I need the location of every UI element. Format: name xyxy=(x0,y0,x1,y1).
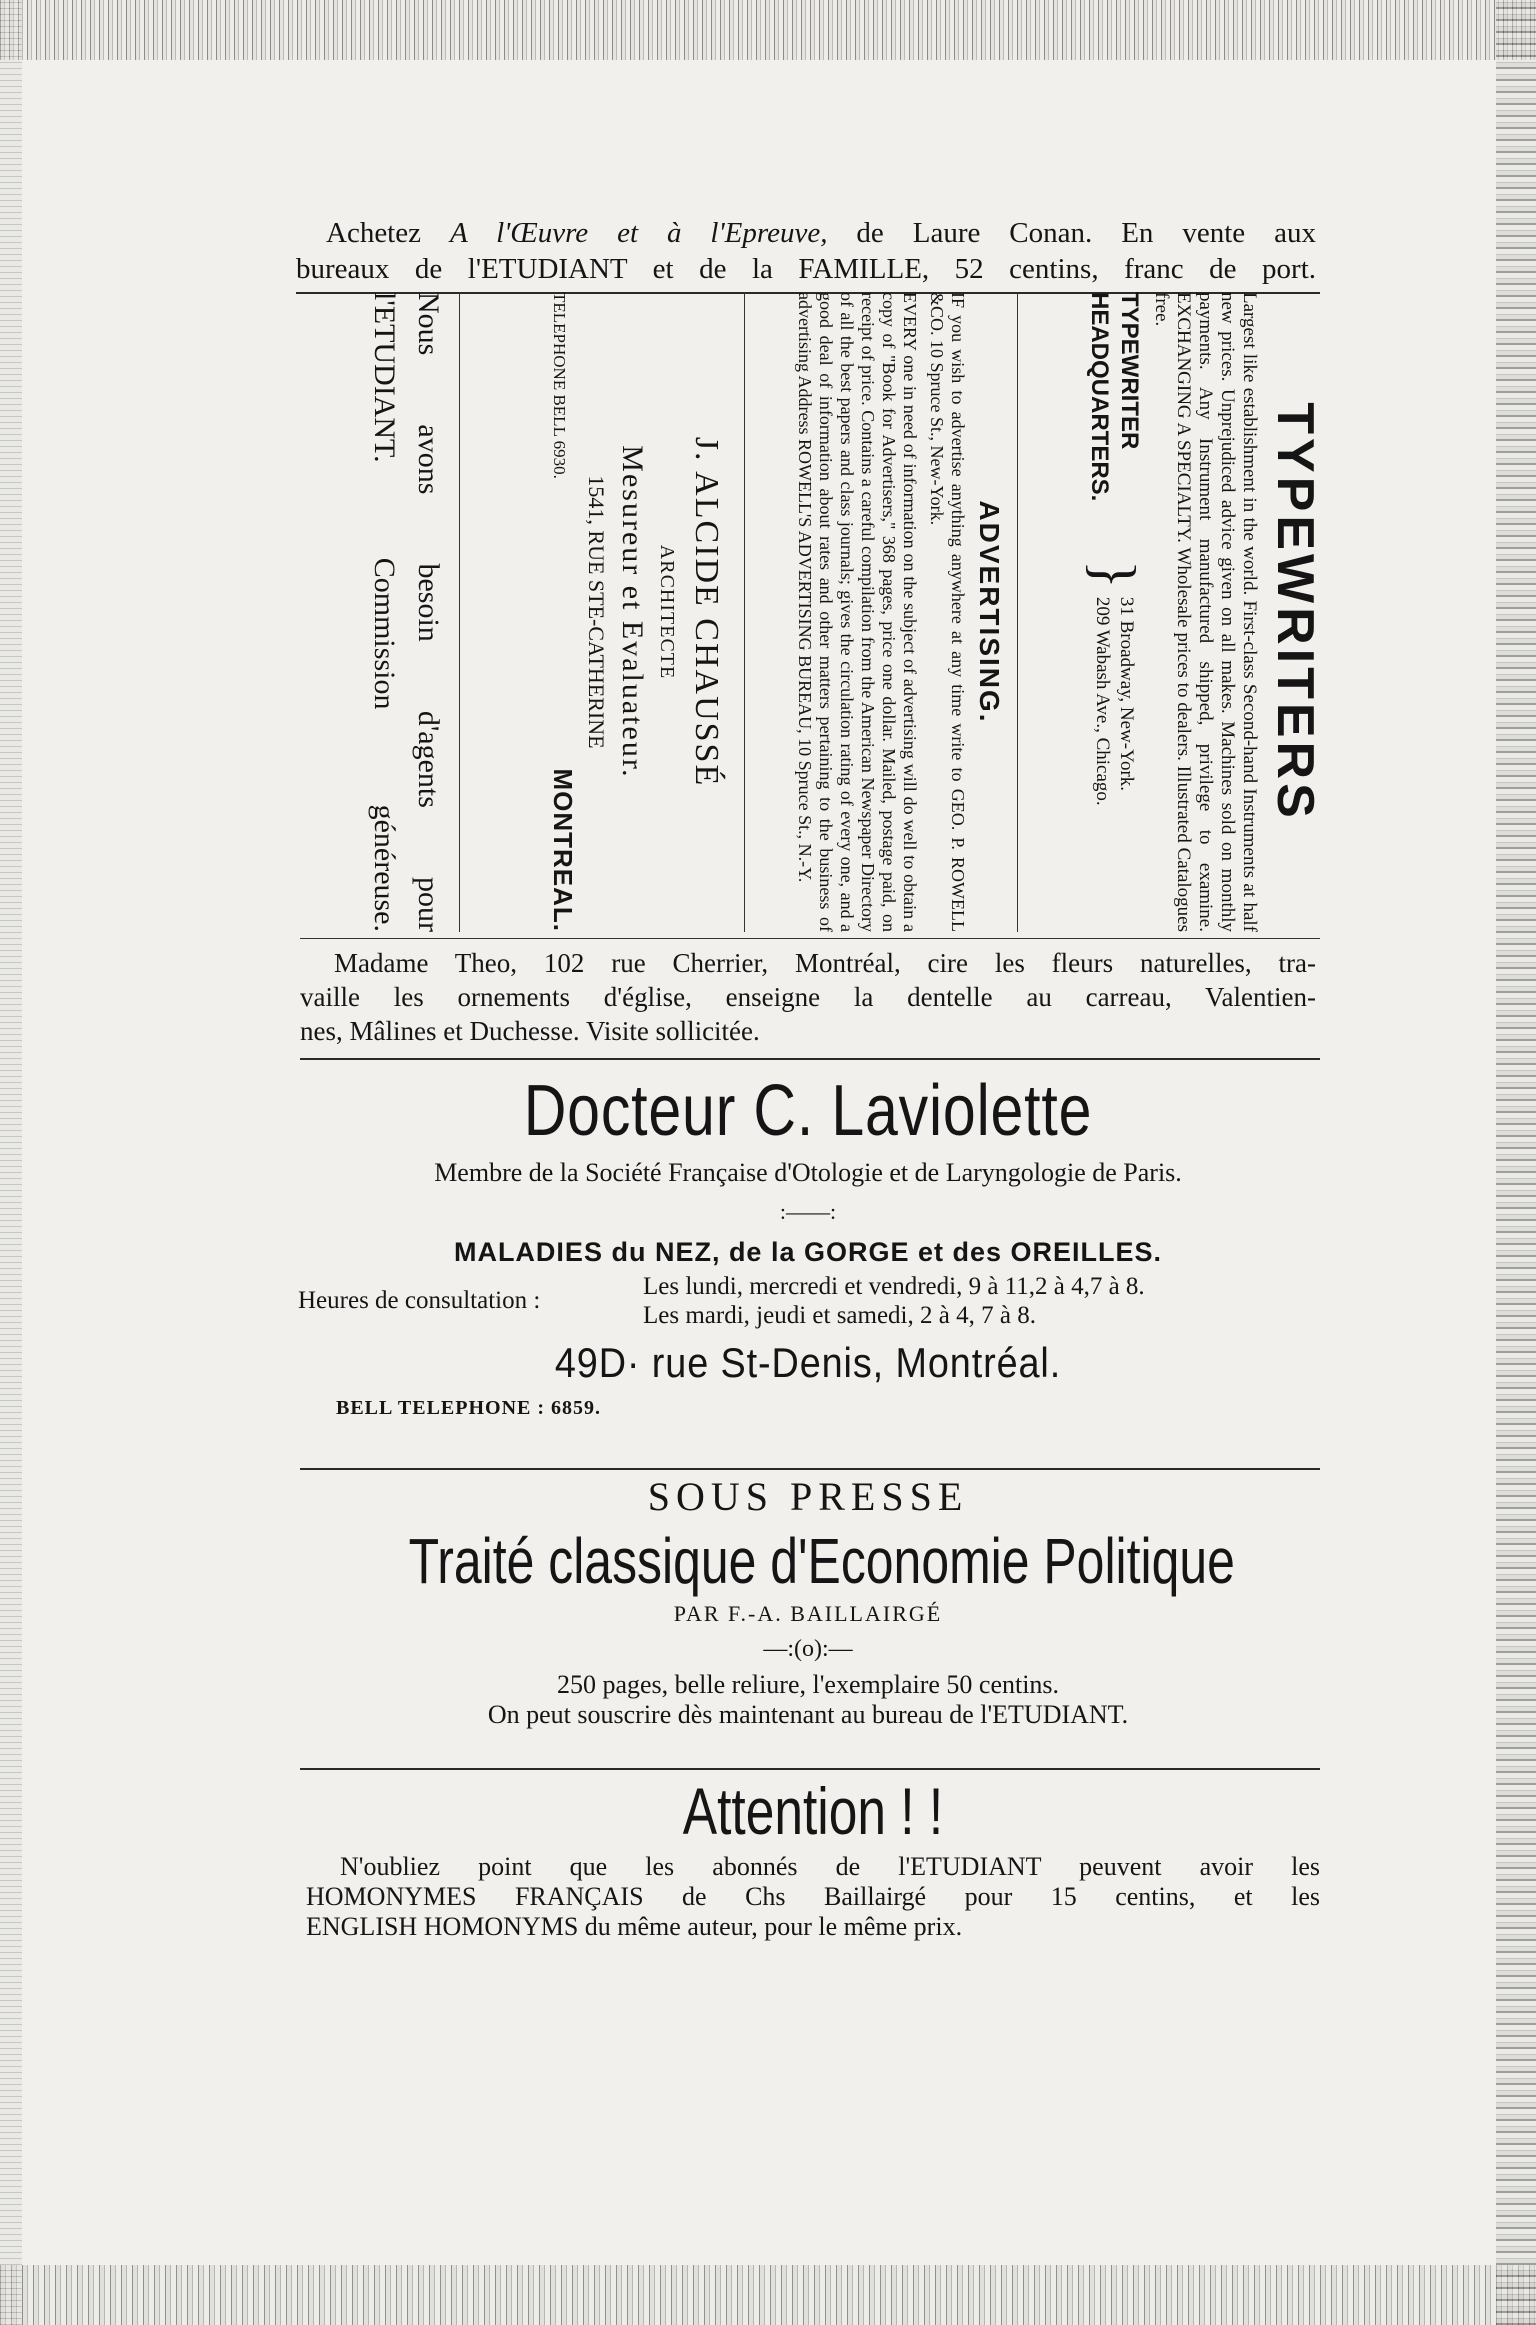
typewriters-hq xyxy=(1081,292,1147,932)
hours-lines xyxy=(643,1272,1145,1330)
rule-after-doctor xyxy=(300,1468,1320,1470)
rot-rule-2 xyxy=(744,292,745,932)
top-edge-noise xyxy=(0,0,1536,60)
advertising-title: ADVERTISING. xyxy=(974,500,1005,724)
attention-ad xyxy=(306,1770,1320,1942)
architect-city: MONTREAL. xyxy=(548,768,578,932)
header-line-1-pre: Achetez xyxy=(326,217,450,249)
agents-line-2: l'ETUDIANT. Commission généreuse. xyxy=(368,292,401,932)
doctor-member: Membre de la Société Française d'Otologie et de Laryngologie de Paris. xyxy=(434,1158,1182,1187)
attention-heading: Attention ! ! xyxy=(682,1774,944,1848)
right-edge-noise xyxy=(1496,0,1536,2325)
doctor-address: 49D· rue St-Denis, Montréal. xyxy=(554,1339,1062,1386)
advertising-para-1: IF you wish to advertise anything anywhere at any time write to GEO. P. ROWELL &CO. 10 Spruce St., New-York. xyxy=(927,292,968,932)
architect-name: J. ALCIDE CHAUSSÉ xyxy=(688,436,725,788)
agents-line-1: Nous avons besoin d'agents pour xyxy=(412,292,445,932)
theo-line-2: vaille les ornements d'église, enseigne la dentelle au carreau, Valentien- xyxy=(300,982,1316,1012)
theo-ad xyxy=(300,946,1316,1048)
architect-line-1: Mesureur et Evaluateur. xyxy=(616,445,649,779)
rotated-ads-box xyxy=(300,292,1330,932)
doctor-hours xyxy=(298,1272,1320,1330)
advertising-ad xyxy=(794,292,1010,932)
attention-line-1: N'oubliez point que les abonnés de l'ETUDIANT peuvent avoir les xyxy=(340,1852,1320,1881)
agents-ad xyxy=(362,292,450,932)
hq-left-line-2: HEADQUARTERS. xyxy=(1086,292,1113,502)
header-line-1 xyxy=(296,215,1316,251)
attention-line-3: ENGLISH HOMONYMS du même auteur, pour le même prix. xyxy=(306,1912,963,1941)
book-line-2: On peut souscrire dès maintenant au bureau de l'ETUDIANT. xyxy=(487,1700,1129,1729)
rule-after-theo xyxy=(300,1058,1320,1060)
bottom-edge-noise xyxy=(0,2265,1536,2325)
attention-body xyxy=(306,1852,1320,1942)
hours-line-1: Les lundi, mercredi et vendredi, 9 à 11,2 à 4,7 à 8. xyxy=(643,1273,1145,1300)
brace: } xyxy=(1081,560,1147,589)
header-line-2: bureaux de l'ETUDIANT et de la FAMILLE, 52 centins, franc de port. xyxy=(296,253,1316,285)
header-line-1-post: de Laure Conan. En vente aux xyxy=(827,217,1316,249)
doctor-name: Docteur C. Laviolette xyxy=(523,1071,1093,1151)
book-title: Traité classique d'Economie Politique xyxy=(408,1525,1235,1597)
hq-right xyxy=(1090,597,1138,806)
book-divider: —:(o):— xyxy=(763,1636,853,1662)
rotated-ads-content xyxy=(300,292,1330,932)
doctor-ad xyxy=(296,1068,1320,1420)
typewriters-ad xyxy=(1081,292,1330,932)
hq-right-line-1: 31 Broadway, New-York. xyxy=(1116,596,1137,792)
architect-ad xyxy=(542,292,730,932)
hq-left xyxy=(1084,292,1144,552)
attention-line-2: HOMONYMES FRANÇAIS de Chs Baillairgé pour 15 centins, et les xyxy=(306,1882,1320,1911)
hq-left-line-1: TYPEWRITER xyxy=(1116,292,1143,450)
architect-role: ARCHITECTE xyxy=(656,544,678,680)
architect-tel: TELEPHONE BELL 6930. xyxy=(550,292,569,479)
doctor-divider: :——: xyxy=(779,1199,837,1224)
book-line-1: 250 pages, belle reliure, l'exemplaire 50 centins. xyxy=(556,1670,1060,1699)
doctor-maladies: MALADIES du NEZ, de la GORGE et des OREILLES. xyxy=(453,1237,1163,1267)
theo-line-1: Madame Theo, 102 rue Cherrier, Montréal, cire les fleurs naturelles, tra- xyxy=(334,948,1316,978)
doctor-phone: BELL TELEPHONE : 6859. xyxy=(336,1397,602,1419)
hours-label: Heures de consultation : xyxy=(298,1287,541,1314)
typewriters-body: Largest like establishment in the world. First-class Second-hand Instruments at half new prices. Unprejudiced advice given on all makes. Machines sold on monthly payments. Any Instrument manufactured shipped, privilege to examine. EXCHANGING A SPECIALTY. Wholesale prices to dealers. Illustrated Catalogues free. xyxy=(1151,292,1260,932)
header-book-title: A l'Œuvre et à l'Epreuve, xyxy=(449,217,828,249)
typewriters-title: TYPEWRITERS xyxy=(1266,402,1324,822)
left-edge-noise xyxy=(0,0,22,2325)
sous-presse-ad xyxy=(296,1472,1320,1730)
sous-presse-heading: SOUS PRESSE xyxy=(647,1474,969,1519)
hours-line-2: Les mardi, jeudi et samedi, 2 à 4, 7 à 8. xyxy=(643,1302,1036,1329)
theo-line-3: nes, Mâlines et Duchesse. Visite sollicitée. xyxy=(300,1016,760,1046)
rot-rule-3 xyxy=(459,292,460,932)
advertising-para-2: EVERY one in need of information on the subject of advertising will do well to obtain a copy of "Book for Advertisers," 368 pages, price one dollar. Mailed, postage paid, on receipt of price. Contains a careful compilation from the American Newspaper Directory of all the best papers and class journals; gives the circulation rating of every one, and a good deal of information about rates and other matters pertaining to the business of advertising Address ROWELL'S ADVERTISING BUREAU, 10 Spruce St., N.-Y. xyxy=(795,292,920,932)
rot-rule-1 xyxy=(1017,292,1018,932)
architect-line-2: 1541, RUE STE-CATHERINE xyxy=(584,475,609,749)
architect-tel-row xyxy=(542,292,580,932)
header-ad xyxy=(296,215,1316,287)
book-author: PAR F.-A. BAILLAIRGÉ xyxy=(673,1601,943,1626)
hq-right-line-2: 209 Wabash Ave., Chicago. xyxy=(1092,596,1113,806)
rule-after-rotated xyxy=(300,938,1320,939)
